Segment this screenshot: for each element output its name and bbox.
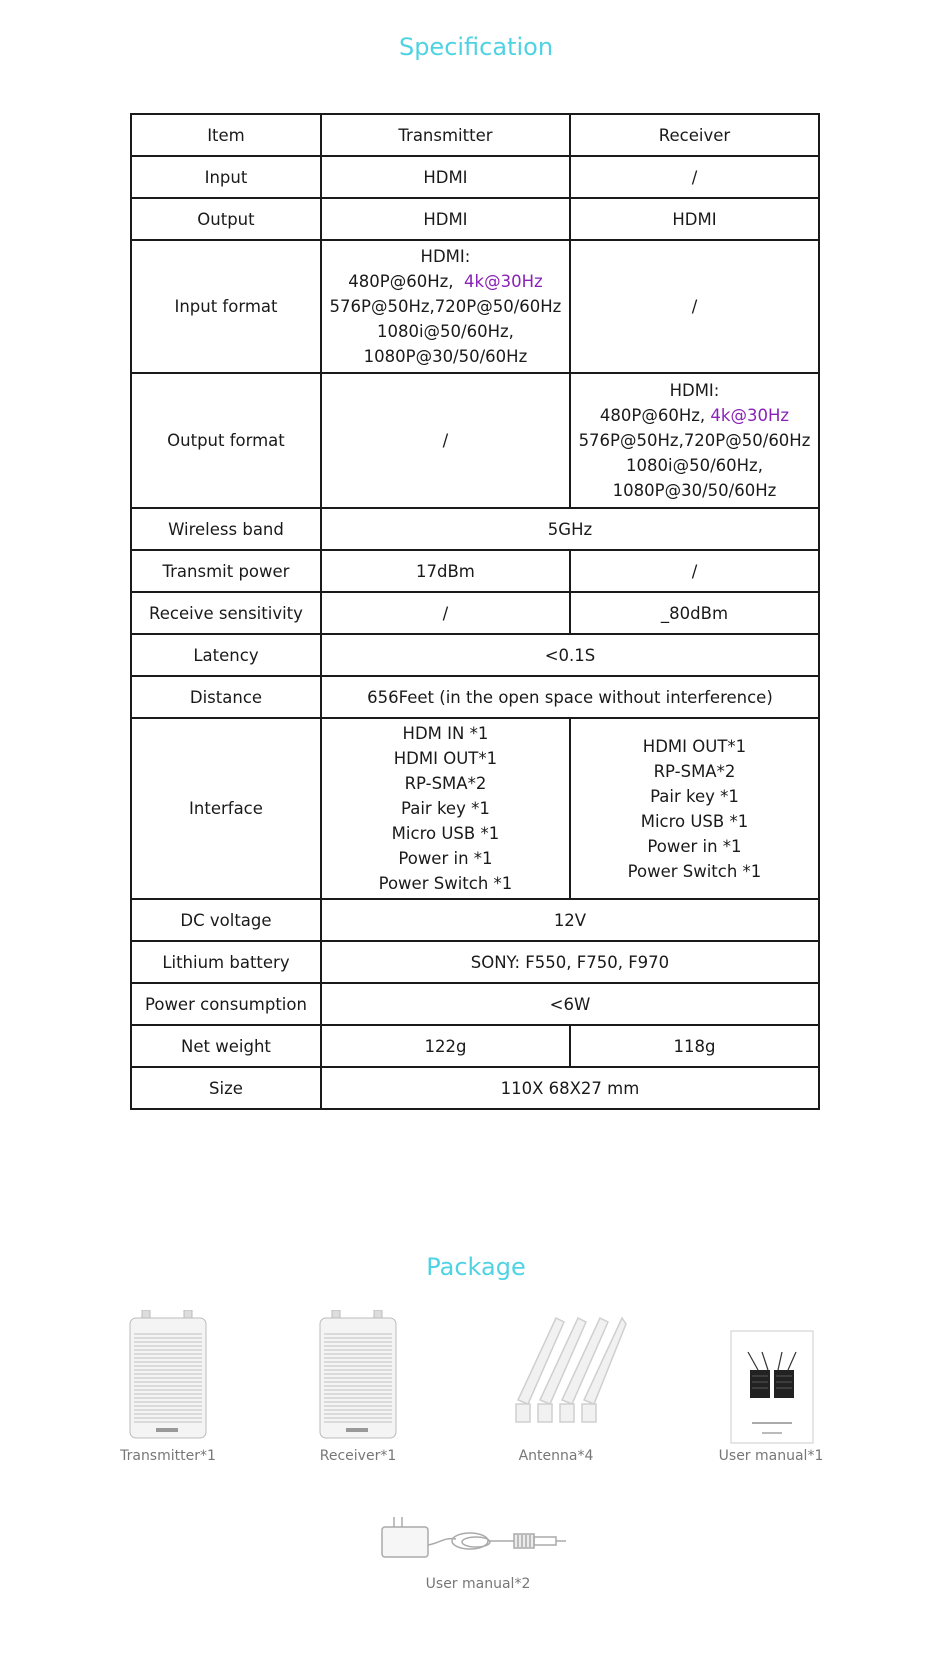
rx-input-format: /: [570, 240, 819, 373]
value-lithium-battery: SONY: F550, F750, F970: [321, 941, 819, 983]
interface-line: Micro USB *1: [640, 811, 749, 831]
value-wireless-band: 5GHz: [321, 508, 819, 550]
receiver-device-image: [318, 1310, 398, 1440]
package-label-manual: User manual*1: [718, 1448, 824, 1464]
interface-line: HDMI OUT*1: [393, 749, 498, 768]
label-transmit-power: Transmit power: [131, 550, 321, 592]
rx-output-format: [570, 373, 819, 508]
value-dc-voltage: 12V: [321, 899, 819, 941]
format-4k-highlight: 4k@30Hz: [464, 272, 543, 291]
label-output-format: Output format: [131, 373, 321, 508]
format-line: [324, 269, 567, 294]
label-distance: Distance: [131, 676, 321, 718]
row-distance: [131, 676, 819, 718]
interface-line: Power Switch *1: [627, 861, 762, 881]
tx-receive-sensitivity: /: [321, 592, 570, 634]
row-input-format: [131, 240, 819, 373]
value-latency: <0.1S: [321, 634, 819, 676]
package-label-receiver: Receiver*1: [319, 1448, 397, 1464]
tx-net-weight: 122g: [321, 1025, 570, 1067]
tx-transmit-power: 17dBm: [321, 550, 570, 592]
row-output: [131, 198, 819, 240]
label-size: Size: [131, 1067, 321, 1109]
format-line: HDMI:: [669, 381, 720, 400]
row-size: [131, 1067, 819, 1109]
label-lithium-battery: Lithium battery: [131, 941, 321, 983]
row-latency: [131, 634, 819, 676]
header-transmitter: Transmitter: [321, 114, 570, 156]
row-output-format: [131, 373, 819, 508]
format-line: 576P@50Hz,720P@50/60Hz: [329, 297, 562, 316]
package-title: Package: [426, 1253, 526, 1281]
row-interface: [131, 718, 819, 899]
tx-interface: [321, 718, 570, 899]
interface-line: Pair key *1: [650, 786, 739, 806]
rx-net-weight: 118g: [570, 1025, 819, 1067]
package-label-transmitter: Transmitter*1: [120, 1448, 216, 1464]
rx-interface: [570, 718, 819, 899]
interface-line: HDMI OUT*1: [642, 736, 747, 756]
tx-input-format: [321, 240, 570, 373]
label-interface: Interface: [131, 718, 321, 899]
format-line: 1080i@50/60Hz,: [626, 456, 763, 475]
format-line: 1080i@50/60Hz,: [376, 322, 514, 341]
label-input-format: Input format: [131, 240, 321, 373]
transmitter-device-image: [128, 1310, 208, 1440]
table-header-row: [131, 114, 819, 156]
tx-input: HDMI: [321, 156, 570, 198]
label-latency: Latency: [131, 634, 321, 676]
user-manual-icon: [730, 1330, 814, 1445]
rx-input: /: [570, 156, 819, 198]
package-label-antenna: Antenna*4: [518, 1448, 594, 1464]
label-dc-voltage: DC voltage: [131, 899, 321, 941]
interface-line: Power in *1: [647, 836, 742, 856]
format-line: 576P@50Hz,720P@50/60Hz: [578, 431, 811, 450]
label-input: Input: [131, 156, 321, 198]
value-distance: 656Feet (in the open space without interference): [321, 676, 819, 718]
rx-receive-sensitivity: _80dBm: [570, 592, 819, 634]
row-input: [131, 156, 819, 198]
interface-line: Power in *1: [398, 849, 493, 868]
format-line: [573, 403, 816, 428]
row-transmit-power: [131, 550, 819, 592]
row-wireless-band: [131, 508, 819, 550]
label-output: Output: [131, 198, 321, 240]
specification-title: Specification: [398, 33, 554, 61]
interface-line: Power Switch *1: [378, 874, 513, 893]
format-line: 1080P@30/50/60Hz: [363, 347, 528, 366]
interface-line: Micro USB *1: [391, 824, 500, 843]
value-size: 110X 68X27 mm: [321, 1067, 819, 1109]
interface-line: RP-SMA*2: [653, 761, 736, 781]
tx-output-format: /: [321, 373, 570, 508]
label-net-weight: Net weight: [131, 1025, 321, 1067]
row-net-weight: [131, 1025, 819, 1067]
format-text: 480P@60Hz,: [348, 272, 454, 291]
interface-line: Pair key *1: [401, 799, 490, 818]
power-adapter-icon: [380, 1515, 570, 1561]
antenna-icon: [508, 1312, 628, 1432]
format-line: 1080P@30/50/60Hz: [612, 481, 777, 500]
row-dc-voltage: [131, 899, 819, 941]
label-receive-sensitivity: Receive sensitivity: [131, 592, 321, 634]
package-label-adapter: User manual*2: [425, 1576, 531, 1592]
label-wireless-band: Wireless band: [131, 508, 321, 550]
header-item: Item: [131, 114, 321, 156]
format-text: 480P@60Hz,: [599, 406, 706, 425]
format-line: HDMI:: [420, 247, 471, 266]
rx-output: HDMI: [570, 198, 819, 240]
interface-line: HDM IN *1: [402, 724, 489, 743]
label-power-consumption: Power consumption: [131, 983, 321, 1025]
rx-transmit-power: /: [570, 550, 819, 592]
header-receiver: Receiver: [570, 114, 819, 156]
row-receive-sensitivity: [131, 592, 819, 634]
interface-line: RP-SMA*2: [404, 774, 487, 793]
tx-output: HDMI: [321, 198, 570, 240]
row-lithium-battery: [131, 941, 819, 983]
format-4k-highlight: 4k@30Hz: [710, 406, 790, 425]
value-power-consumption: <6W: [321, 983, 819, 1025]
specification-table: [130, 113, 820, 1110]
row-power-consumption: [131, 983, 819, 1025]
